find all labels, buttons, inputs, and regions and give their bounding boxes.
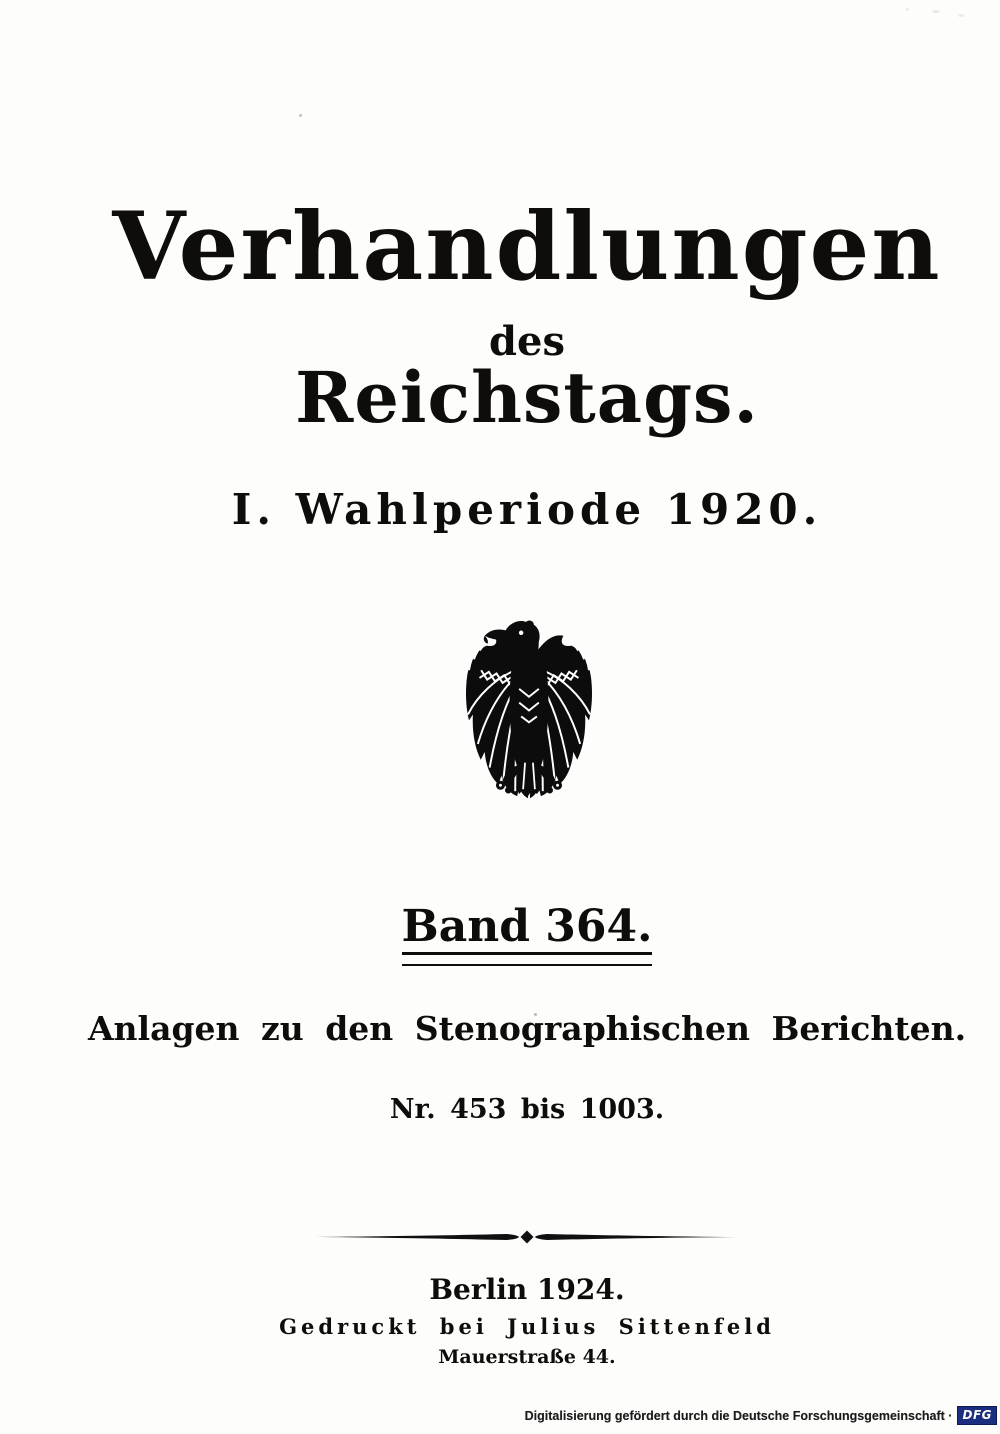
- volume-label: Band 364.: [401, 901, 653, 952]
- volume-label-block: [54, 901, 1000, 966]
- scan-speck: [534, 1013, 537, 1016]
- dfg-logo: DFG: [957, 1406, 997, 1425]
- scan-speck: [958, 14, 964, 17]
- printer-line: Gedruckt bei Julius Sittenfeld: [279, 1314, 775, 1339]
- volume-double-underline: [402, 952, 653, 966]
- scan-speck: [906, 8, 909, 11]
- reichsadler-eagle-icon: [455, 620, 603, 802]
- digitization-credit-text: Digitalisierung gefördert durch die Deutsche Forschungsgemeinschaft ·: [524, 1408, 953, 1423]
- annex-title: Anlagen zu den Stenographischen Berichten.: [87, 1009, 967, 1048]
- printer-address: Mauerstraße 44.: [438, 1346, 616, 1368]
- title-main: Reichstags.: [295, 356, 759, 439]
- electoral-period: I. Wahlperiode 1920.: [231, 485, 823, 534]
- title-connector: des: [489, 318, 565, 365]
- publication-place-year: Berlin 1924.: [429, 1273, 625, 1306]
- ornamental-divider: [315, 1230, 739, 1244]
- document-range: Nr. 453 bis 1003.: [389, 1094, 665, 1125]
- scan-speck: [299, 114, 302, 117]
- volume-label-box: [401, 901, 653, 966]
- scan-speck: [932, 10, 940, 13]
- digitization-credit-bar: [525, 1406, 997, 1425]
- page-title: Verhandlungen: [112, 192, 942, 302]
- title-page: [54, 0, 1000, 1434]
